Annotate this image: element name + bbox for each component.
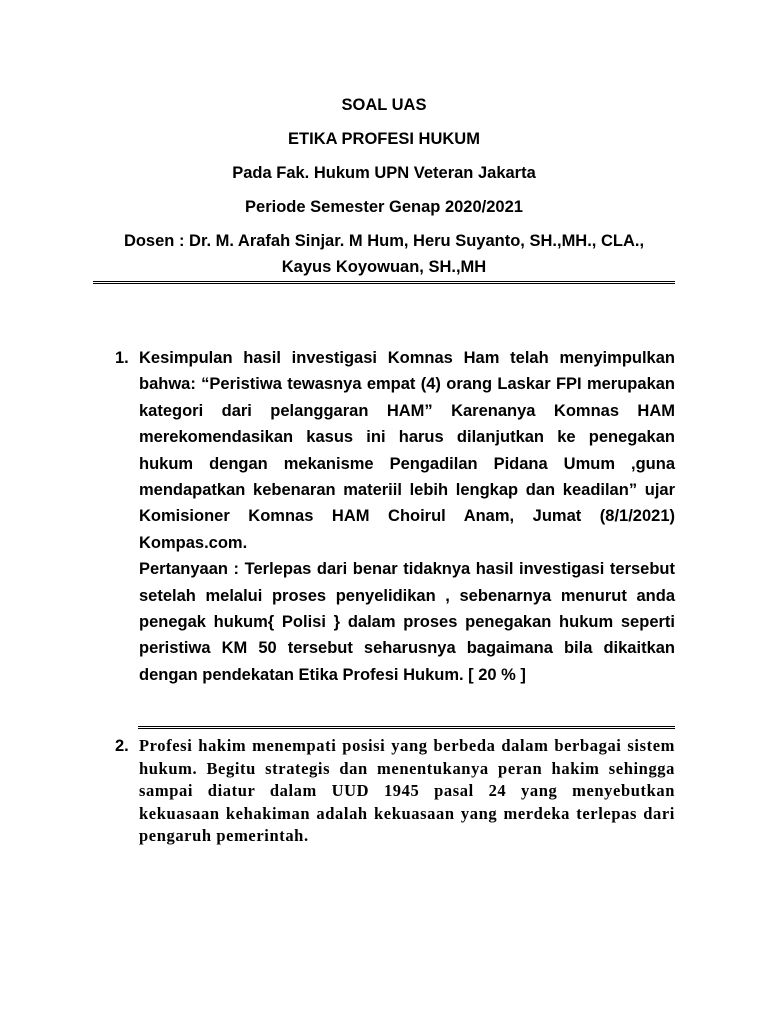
exam-title: SOAL UAS (341, 96, 427, 114)
question-body: Profesi hakim menempati posisi yang berbeda dalam berbagai sistem hukum. Begitu strategis dan menentukanya peran hakim sehingga sampai diatur dalam UUD 1945 pasal 24 yang menyebutkan kekuasaan kehakiman adalah kekuasaan yang merdeka terlepas dari pengaruh pemerintah. (139, 736, 675, 845)
question-2 (115, 735, 675, 848)
question-prompt: Pertanyaan : Terlepas dari benar tidaknya hasil investigasi tersebut setelah melalui proses penyelidikan , sebenarnya menurut anda penegak hukum{ Polisi } dalam proses penegakan hukum seperti peristiwa KM 50 tersebut seharusnya bagaimana bila dikaitkan dengan pendekatan Etika Profesi Hukum. [ 20 % ] (139, 560, 675, 684)
question-number: 1. (115, 349, 129, 367)
course-title: ETIKA PROFESI HUKUM (288, 130, 480, 148)
question-context: Kesimpulan hasil investigasi Komnas Ham telah menyimpulkan bahwa: “Peristiwa tewasnya empat (4) orang Laskar FPI merupakan kategori dari pelanggaran HAM” Karenanya Komnas HAM merekomendasikan kasus ini harus dilanjutkan ke penegakan hukum dengan mekanisme Pengadilan Pidana Umum ,guna mendapatkan kebenaran materiil lebih lengkap dan keadilan” ujar Komisioner Komnas HAM Choirul Anam, Jumat (8/1/2021) Kompas.com. (139, 349, 675, 552)
faculty-line: Pada Fak. Hukum UPN Veteran Jakarta (232, 164, 536, 182)
lecturers-line-continued: Kayus Koyowuan, SH.,MH (281, 258, 487, 276)
semester-line: Periode Semester Genap 2020/2021 (245, 198, 523, 216)
question-number: 2. (115, 737, 129, 755)
exam-header (80, 88, 688, 280)
question-1 (115, 345, 675, 688)
header-divider (93, 281, 675, 284)
question-divider (138, 726, 675, 729)
lecturers-line: Dosen : Dr. M. Arafah Sinjar. M Hum, Heru Suyanto, SH.,MH., CLA., (123, 232, 645, 250)
question-body (139, 345, 675, 688)
